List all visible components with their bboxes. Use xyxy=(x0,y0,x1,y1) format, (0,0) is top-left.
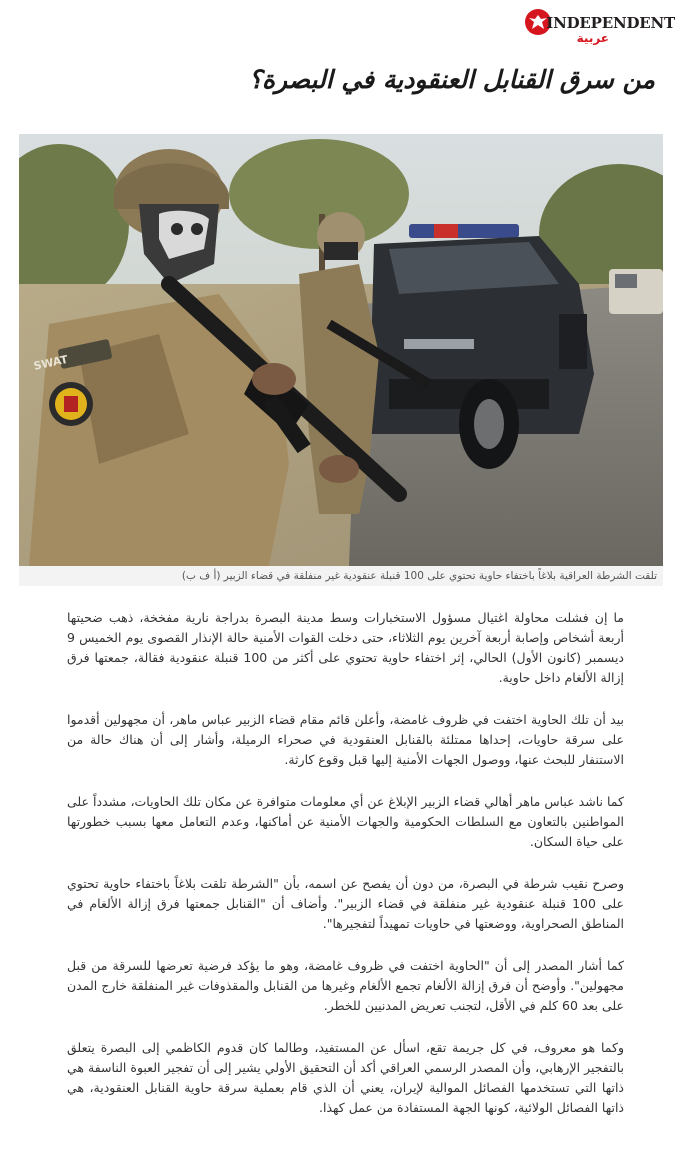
article-paragraph-6: وكما هو معروف، في كل جريمة تقع، اسأل عن المستفيد، وطالما كان قدوم الكاظمي إلى البصرة يتعلق بالتفجير الإرهابي، وأن المصدر الرسمي العراقي أكد أن التحقيق الأولي يشير إلى أن تفجير العبوة الناسفة هي ذاتها التي تستخدمها الفصائل الموالية لإيران، يعني أن الذي قام بعملية سرقة حاوية القنابل العنقودية، هي ذاتها الفصائل الولائية، كونها الجهة المستفادة من عمل كهذا. xyxy=(67,1040,624,1115)
article-body xyxy=(67,608,624,1140)
brand-arabic-wordmark: عربية xyxy=(576,31,609,45)
article-paragraph-5: كما أشار المصدر إلى أن "الحاوية اختفت في ظروف غامضة، وهو ما يؤكد فرضية تعرضها للسرقة من قبل مجهولين". وأوضح أن فرق إزالة الألغام تجمع الألغام وغيرها من القنابل والمقذوفات غير المنفلقة خارج المدن على بعد 60 كلم في الأقل، لتجنب تعريض المدنيين للخطر. xyxy=(67,958,624,1013)
masthead xyxy=(525,6,675,46)
article-hero-image xyxy=(19,134,663,566)
article-paragraph-2: بيد أن تلك الحاوية اختفت في ظروف غامضة، وأعلن قائم مقام قضاء الزبير عباس ماهر، أن مجهولين أقدموا على سرقة حاويات، إحداها ممتلئة بالقنابل العنقودية في صحراء الرميلة، وأشار إلى أن هناك حالة من الاستنفار للبحث عنها، ووصول الجهات الأمنية إليها قبل وقوع كارثة. xyxy=(67,712,624,767)
brand-wordmark[interactable]: INDEPENDENT xyxy=(546,14,675,32)
article-title: من سرق القنابل العنقودية في البصرة؟ xyxy=(248,65,655,94)
article-paragraph-3: كما ناشد عباس ماهر أهالي قضاء الزبير الإبلاغ عن أي معلومات متوافرة عن مكان تلك الحاويات، مشدداً على المواطنين بالتعاون مع السلطات الحكومية والجهات الأمنية عن أماكنها، وعدم التعامل معها بسبب خطورتها على حياة السكان. xyxy=(67,794,624,849)
article-paragraph-1: ما إن فشلت محاولة اغتيال مسؤول الاستخبارات وسط مدينة البصرة بدراجة نارية مفخخة، ذهب ضحيتها أربعة أشخاص وإصابة أربعة آخرين يوم الثلاثاء، حتى دخلت القوات الأمنية حالة الإنذار القصوى يوم الخميس 9 ديسمبر (كانون الأول) الحالي، إثر اختفاء حاوية تحتوي على أكثر من 100 قنبلة عنقودية فقالة، جمعتها فرق إزالة الألغام داخل حاوية. xyxy=(67,610,624,685)
swat-patch-text: SWAT xyxy=(32,352,70,373)
image-caption: تلقت الشرطة العراقية بلاغاً باختفاء حاوية تحتوي على 100 قنبلة عنقودية غير منفلقة في قضاء الزبير (أ ف ب) xyxy=(19,566,663,586)
article-paragraph-4: وصرح نقيب شرطة في البصرة، من دون أن يفصح عن اسمه، بأن "الشرطة تلقت بلاغاً باختفاء حاوية تحتوي على 100 قنبلة عنقودية غير منفلقة في قضاء الزبير". وأضاف أن "القنابل جمعتها فرق إزالة الألغام في المناطق الصحراوية، ووضعتها في حاويات تمهيداً لتفجيرها". xyxy=(67,876,624,931)
